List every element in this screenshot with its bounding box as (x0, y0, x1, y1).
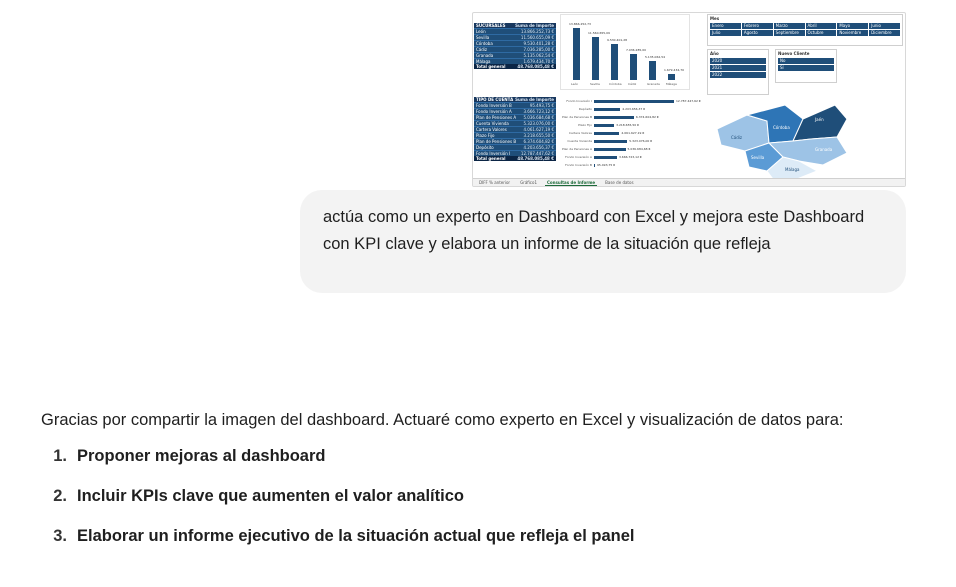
chart-bar (594, 124, 614, 127)
attached-dashboard-image[interactable] (472, 12, 906, 187)
list-item-text: Proponer mejoras al dashboard (77, 447, 326, 465)
chart-bar (594, 108, 620, 111)
list-item-number: 2. (53, 487, 67, 505)
chart-tick-label: Sevilla (590, 82, 600, 86)
assistant-intro: Gracias por compartir la imagen del dashboard. Actuaré como experto en Excel y visualización de datos para: (41, 411, 844, 429)
sheet-tab: Gráfico1 (520, 180, 537, 185)
sheet-tab: Base de datos (605, 180, 634, 185)
chart-tick-label: Málaga (666, 82, 677, 86)
pivot-row-value: 4.061.627,19 € (523, 127, 554, 132)
chart-bar-row (560, 131, 644, 136)
pivot-header-label: SUCURSALES (476, 23, 506, 28)
chart-data-label: 6.374.604,82 € (635, 115, 659, 119)
slicer-item: Enero (710, 23, 741, 29)
chart-data-label: 3.218.655,50 € (616, 123, 640, 127)
chart-bar-row (560, 139, 652, 144)
chart-tick-label: Plan de Pensiones B (561, 115, 592, 119)
pivot-row-value: 4.203.656,37 € (523, 145, 554, 150)
pivot-row-value: 3.666.723,12 € (523, 109, 554, 114)
chart-tick-label: Córdoba (609, 82, 622, 86)
list-item-number: 3. (53, 527, 67, 545)
pivot-header (474, 23, 556, 28)
list-item-number: 1. (53, 447, 67, 465)
slicer-item: Octubre (806, 30, 837, 36)
pivot-row-value: 5.135.062,54 € (523, 53, 554, 58)
pivot-total-label: Total general (476, 156, 506, 161)
sheet-tab: Consultas de Informe (546, 179, 596, 185)
slicer-item: No (778, 58, 834, 64)
list-item-text: Incluir KPIs clave que aumenten el valor analítico (77, 487, 464, 505)
slicer-item: Septiembre (774, 30, 805, 36)
slicer-item: Marzo (774, 23, 805, 29)
map-label: Córdoba (773, 125, 790, 130)
pivot-row-value: 1.679.434,70 € (523, 59, 554, 64)
chart-data-label: 3.666.723,12 € (618, 155, 642, 159)
pivot-row-value: 5.036.684,68 € (523, 115, 554, 120)
chart-data-label: 11.560.655,09 (588, 30, 610, 35)
column-chart-sucursales (560, 14, 690, 90)
slicer-item: Noviembre (837, 30, 868, 36)
slicer-title: Nuevo Cliente (778, 51, 810, 56)
chart-bar (573, 28, 580, 80)
chart-bar (594, 148, 626, 151)
pivot-row-label: Málaga (476, 59, 491, 64)
chart-bar-row (560, 99, 701, 104)
user-message-bubble (300, 190, 906, 293)
chart-data-label: 12.787.447,62 € (676, 99, 701, 103)
pivot-row-value: 95.493,75 € (529, 103, 554, 108)
pivot-row-label: Cartera Valores (476, 127, 507, 132)
chart-bar (594, 116, 634, 119)
slicer-title: Año (710, 51, 719, 56)
pivot-total-value: 48.768.085,48 € (517, 64, 554, 69)
chart-bar (592, 37, 599, 80)
slicer-item: 2021 (710, 65, 766, 71)
chart-data-label: 13.866.252,73 (569, 22, 591, 26)
chart-data-label: 5.135.062,54 (645, 54, 666, 59)
chart-bar (630, 54, 637, 80)
pivot-row-label: Plan de Pensiones B (476, 139, 517, 144)
pivot-header-value: Suma de Importe (515, 97, 554, 102)
pivot-header-label: TIPO DE CUENTA (476, 97, 514, 102)
chart-tick-label: Cartera Valores (568, 131, 592, 135)
map-label: Sevilla (751, 155, 765, 160)
pivot-row (474, 114, 556, 120)
chart-tick-label: Fondo Inversión I (566, 99, 592, 103)
chart-tick-label: Cádiz (628, 82, 637, 86)
andalucia-map (707, 99, 877, 183)
assistant-list (41, 445, 921, 547)
slicer-nuevo-cliente (775, 49, 837, 83)
chart-bar (611, 44, 618, 80)
chart-data-label: 9.530.401,28 (607, 38, 628, 43)
pivot-row-value: 3.218.655,50 € (523, 133, 554, 138)
chart-tick-label: Depósito (578, 107, 592, 111)
slicer-mes (707, 14, 903, 46)
map-label: Granada (815, 147, 833, 152)
pivot-table-sucursales (474, 23, 556, 69)
sheet-tab: DIFF % anterior (479, 180, 511, 185)
map-region-jaen (793, 105, 847, 141)
map-label: Jaén (815, 117, 824, 122)
slicer-item: Julio (710, 30, 741, 36)
slicer-title: Mes (710, 16, 720, 21)
chart-bar-row (560, 115, 659, 120)
chart-data-label: 95.493,75 € (597, 163, 616, 167)
pivot-row-label: Fondo Inversión I (476, 151, 511, 156)
pivot-row (474, 138, 556, 144)
pivot-row-value: 11.560.655,09 € (520, 35, 554, 40)
chart-bar (594, 156, 617, 159)
chart-tick-label: Plazo Fijo (578, 123, 592, 127)
chart-bar-row (560, 107, 645, 112)
user-message-text: actúa como un experto en Dashboard con Excel y mejora este Dashboard con KPI clave y elabora un informe de la situación que refleja (323, 208, 865, 253)
chart-bar-row (560, 147, 650, 152)
slicer-item: Febrero (742, 23, 773, 29)
chart-bar (668, 74, 675, 80)
slicer-item: 2022 (710, 72, 766, 78)
slicer-anio (707, 49, 769, 95)
pivot-row-value: 13.866.252,73 € (520, 29, 554, 34)
chart-tick-label: Fondo Inversión B (565, 163, 592, 167)
pivot-row-label: Fondo Inversión A (476, 109, 512, 114)
chart-bar-row (560, 155, 642, 160)
slicer-item: Agosto (742, 30, 773, 36)
slicer-item: Abril (806, 23, 837, 29)
pivot-row-label: Fondo Inversión B (476, 103, 512, 108)
pivot-header-value: Suma de Importe (515, 23, 554, 28)
pivot-table-cuentas (474, 97, 556, 161)
slicer-item: 2020 (710, 58, 766, 64)
chart-bar-row (560, 163, 615, 168)
pivot-header (474, 97, 556, 102)
chart-bar (594, 140, 627, 143)
pivot-total-row (474, 64, 556, 69)
chart-tick-label: Cuenta Vivienda (567, 139, 592, 143)
pivot-row-value: 12.787.447,62 € (520, 151, 554, 156)
slicer-item: Sí (778, 65, 834, 71)
pivot-row-label: Plan de Pensiones A (476, 115, 517, 120)
pivot-total-row (474, 156, 556, 161)
pivot-row-label: Cuenta Vivienda (476, 121, 509, 126)
pivot-row-label: Plazo Fijo (476, 133, 495, 138)
chart-data-label: 5.036.684,68 € (627, 147, 651, 151)
pivot-row-value: 5.323.076,00 € (523, 121, 554, 126)
chart-data-label: 4.061.627,19 € (621, 131, 645, 135)
slicer-item: Junio (869, 23, 900, 29)
list-item (41, 485, 921, 507)
pivot-row-label: Cádiz (476, 47, 487, 52)
list-item-text: Elaborar un informe ejecutivo de la situación actual que refleja el panel (77, 527, 635, 545)
chart-bar (594, 132, 619, 135)
chart-tick-label: Fondo Inversión A (565, 155, 592, 159)
chart-bar (594, 100, 674, 103)
chart-data-label: 1.679.434,70 (664, 67, 685, 72)
pivot-row-value: 9.530.401,28 € (523, 41, 554, 46)
chart-bar-row (560, 123, 639, 128)
bar-chart-cuentas (560, 93, 700, 177)
pivot-row-value: 6.374.604,82 € (523, 139, 554, 144)
list-item (41, 525, 921, 547)
chart-bar (649, 61, 656, 80)
slicer-item: Diciembre (869, 30, 900, 36)
map-label: Cádiz (731, 135, 742, 140)
chart-data-label: 7.036.285,00 (626, 47, 647, 52)
chart-tick-label: Granada (647, 82, 660, 86)
pivot-row-label: Córdoba (476, 41, 493, 46)
chart-tick-label: Plan de Pensiones A (561, 147, 592, 151)
assistant-message (41, 407, 921, 565)
pivot-row-value: 7.036.285,00 € (523, 47, 554, 52)
chart-data-label: 4.203.656,37 € (622, 107, 646, 111)
pivot-row-label: Sevilla (476, 35, 490, 40)
pivot-row-label: León (476, 29, 486, 34)
slicer-item: Mayo (837, 23, 868, 29)
pivot-row-label: Depósito (476, 145, 494, 150)
list-item (41, 445, 921, 467)
chart-data-label: 5.323.076,00 € (629, 139, 653, 143)
sheet-tab-bar (473, 178, 905, 186)
pivot-row-label: Granada (476, 53, 494, 58)
chart-tick-label: León (571, 82, 579, 86)
pivot-total-label: Total general (476, 64, 506, 69)
pivot-total-value: 48.768.085,48 € (517, 156, 554, 161)
map-label: Málaga (785, 167, 800, 172)
